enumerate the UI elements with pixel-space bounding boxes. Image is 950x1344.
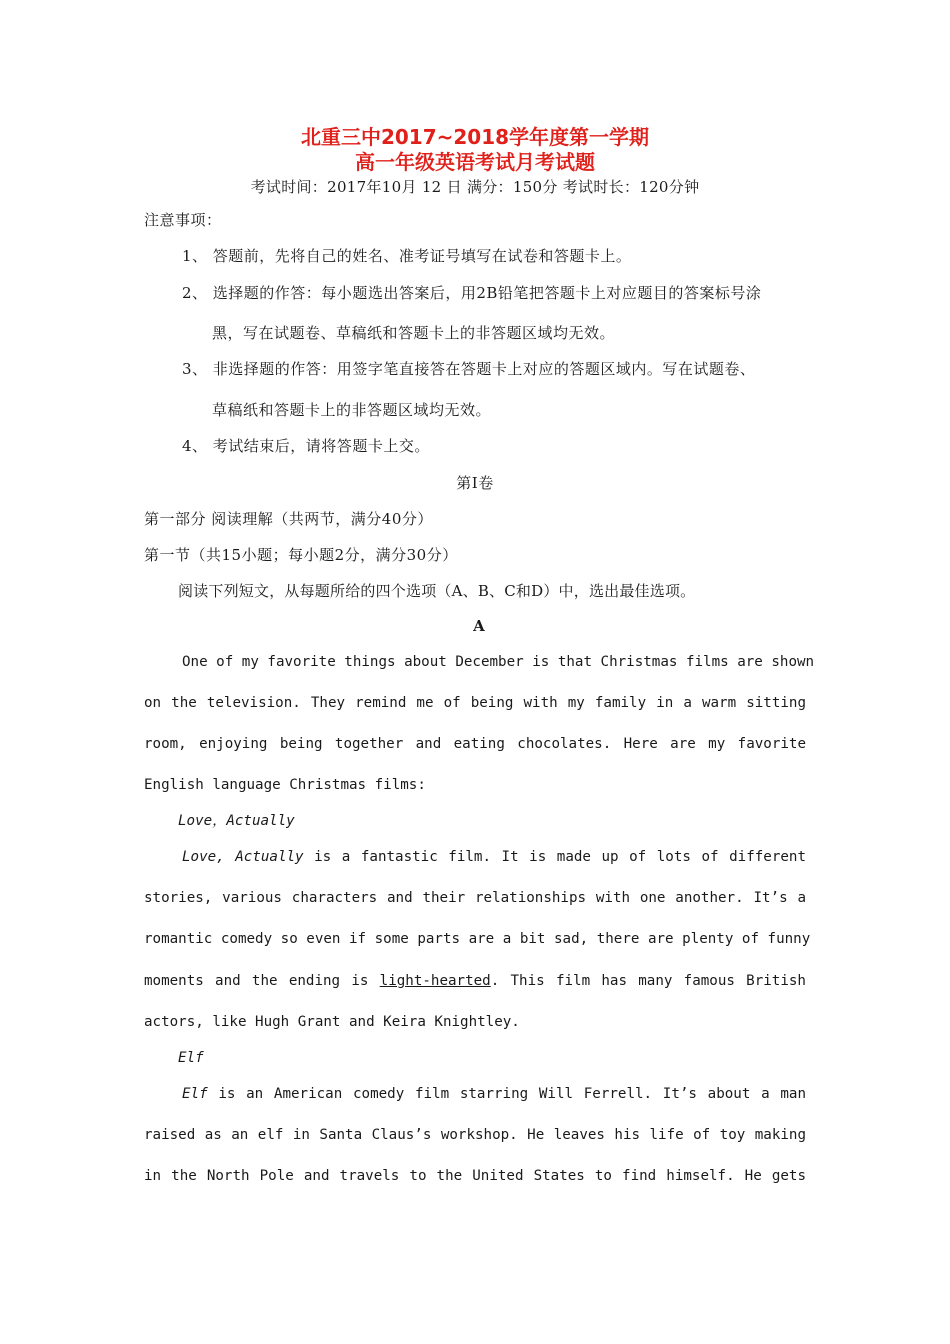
note-item-3-cont: 草稿纸和答题卡上的非答题区域均无效。 bbox=[212, 401, 492, 419]
paragraph-line bbox=[182, 1084, 806, 1104]
paragraph-line: room, enjoying being together and eating chocolates. Here are my favorite bbox=[144, 736, 806, 752]
paragraph-line: One of my favorite things about December is that Christmas films are shown bbox=[182, 654, 815, 670]
paragraph-text: is an American comedy film starring Will Ferrell. It’s about a man bbox=[207, 1086, 806, 1102]
volume-heading: 第Ⅰ卷 bbox=[456, 474, 494, 492]
film-heading: Elf bbox=[178, 1050, 204, 1066]
part1-heading: 第一部分 阅读理解（共两节，满分40分） bbox=[144, 510, 433, 528]
paragraph-line bbox=[182, 847, 806, 867]
note-item-2: 2、 选择题的作答：每小题选出答案后，用2B铅笔把答题卡上对应题目的答案标号涂 bbox=[182, 284, 762, 302]
film-name: Elf bbox=[182, 1086, 208, 1102]
paragraph-line: actors, like Hugh Grant and Keira Knightley. bbox=[144, 1014, 520, 1030]
paragraph-line: on the television. They remind me of being with my family in a warm sitting bbox=[144, 695, 806, 711]
note-item-2-cont: 黑，写在试题卷、草稿纸和答题卡上的非答题区域均无效。 bbox=[212, 324, 616, 342]
paragraph-line: romantic comedy so even if some parts are a bit sad, there are plenty of funny bbox=[144, 931, 811, 947]
paragraph-line: English language Christmas films: bbox=[144, 777, 426, 793]
underlined-term: light-hearted bbox=[379, 973, 491, 989]
paragraph-line: stories, various characters and their relationships with one another. It’s a bbox=[144, 890, 806, 906]
note-item-4: 4、 考试结束后，请将答题卡上交。 bbox=[182, 437, 430, 455]
film-name: Love, Actually bbox=[182, 849, 304, 865]
film-heading: Love，Actually bbox=[178, 813, 295, 829]
paragraph-line: in the North Pole and travels to the United States to find himself. He gets bbox=[144, 1168, 806, 1184]
reading-instruction: 阅读下列短文，从每题所给的四个选项（A、B、C和D）中，选出最佳选项。 bbox=[178, 582, 696, 600]
paragraph-text: is a fantastic film. It is made up of lots of different bbox=[303, 849, 806, 865]
paragraph-text: . This film has many famous British bbox=[490, 973, 806, 989]
note-item-1: 1、 答题前，先将自己的姓名、准考证号填写在试卷和答题卡上。 bbox=[182, 247, 632, 265]
notes-heading: 注意事项： bbox=[144, 211, 222, 229]
exam-info: 考试时间：2017年10月 12 日 满分：150分 考试时长：120分钟 bbox=[250, 178, 700, 196]
section1-heading: 第一节（共15小题；每小题2分，满分30分） bbox=[144, 546, 458, 564]
exam-title-line2: 高一年级英语考试月考试题 bbox=[355, 150, 595, 174]
paragraph-line bbox=[144, 971, 806, 991]
note-item-3: 3、 非选择题的作答：用签字笔直接答在答题卡上对应的答题区域内。写在试题卷、 bbox=[182, 360, 756, 378]
passage-label: A bbox=[473, 617, 485, 635]
paragraph-line: raised as an elf in Santa Claus’s workshop. He leaves his life of toy making bbox=[144, 1127, 806, 1143]
exam-title-line1: 北重三中2017~2018学年度第一学期 bbox=[300, 125, 650, 149]
paragraph-text: moments and the ending is bbox=[144, 973, 380, 989]
